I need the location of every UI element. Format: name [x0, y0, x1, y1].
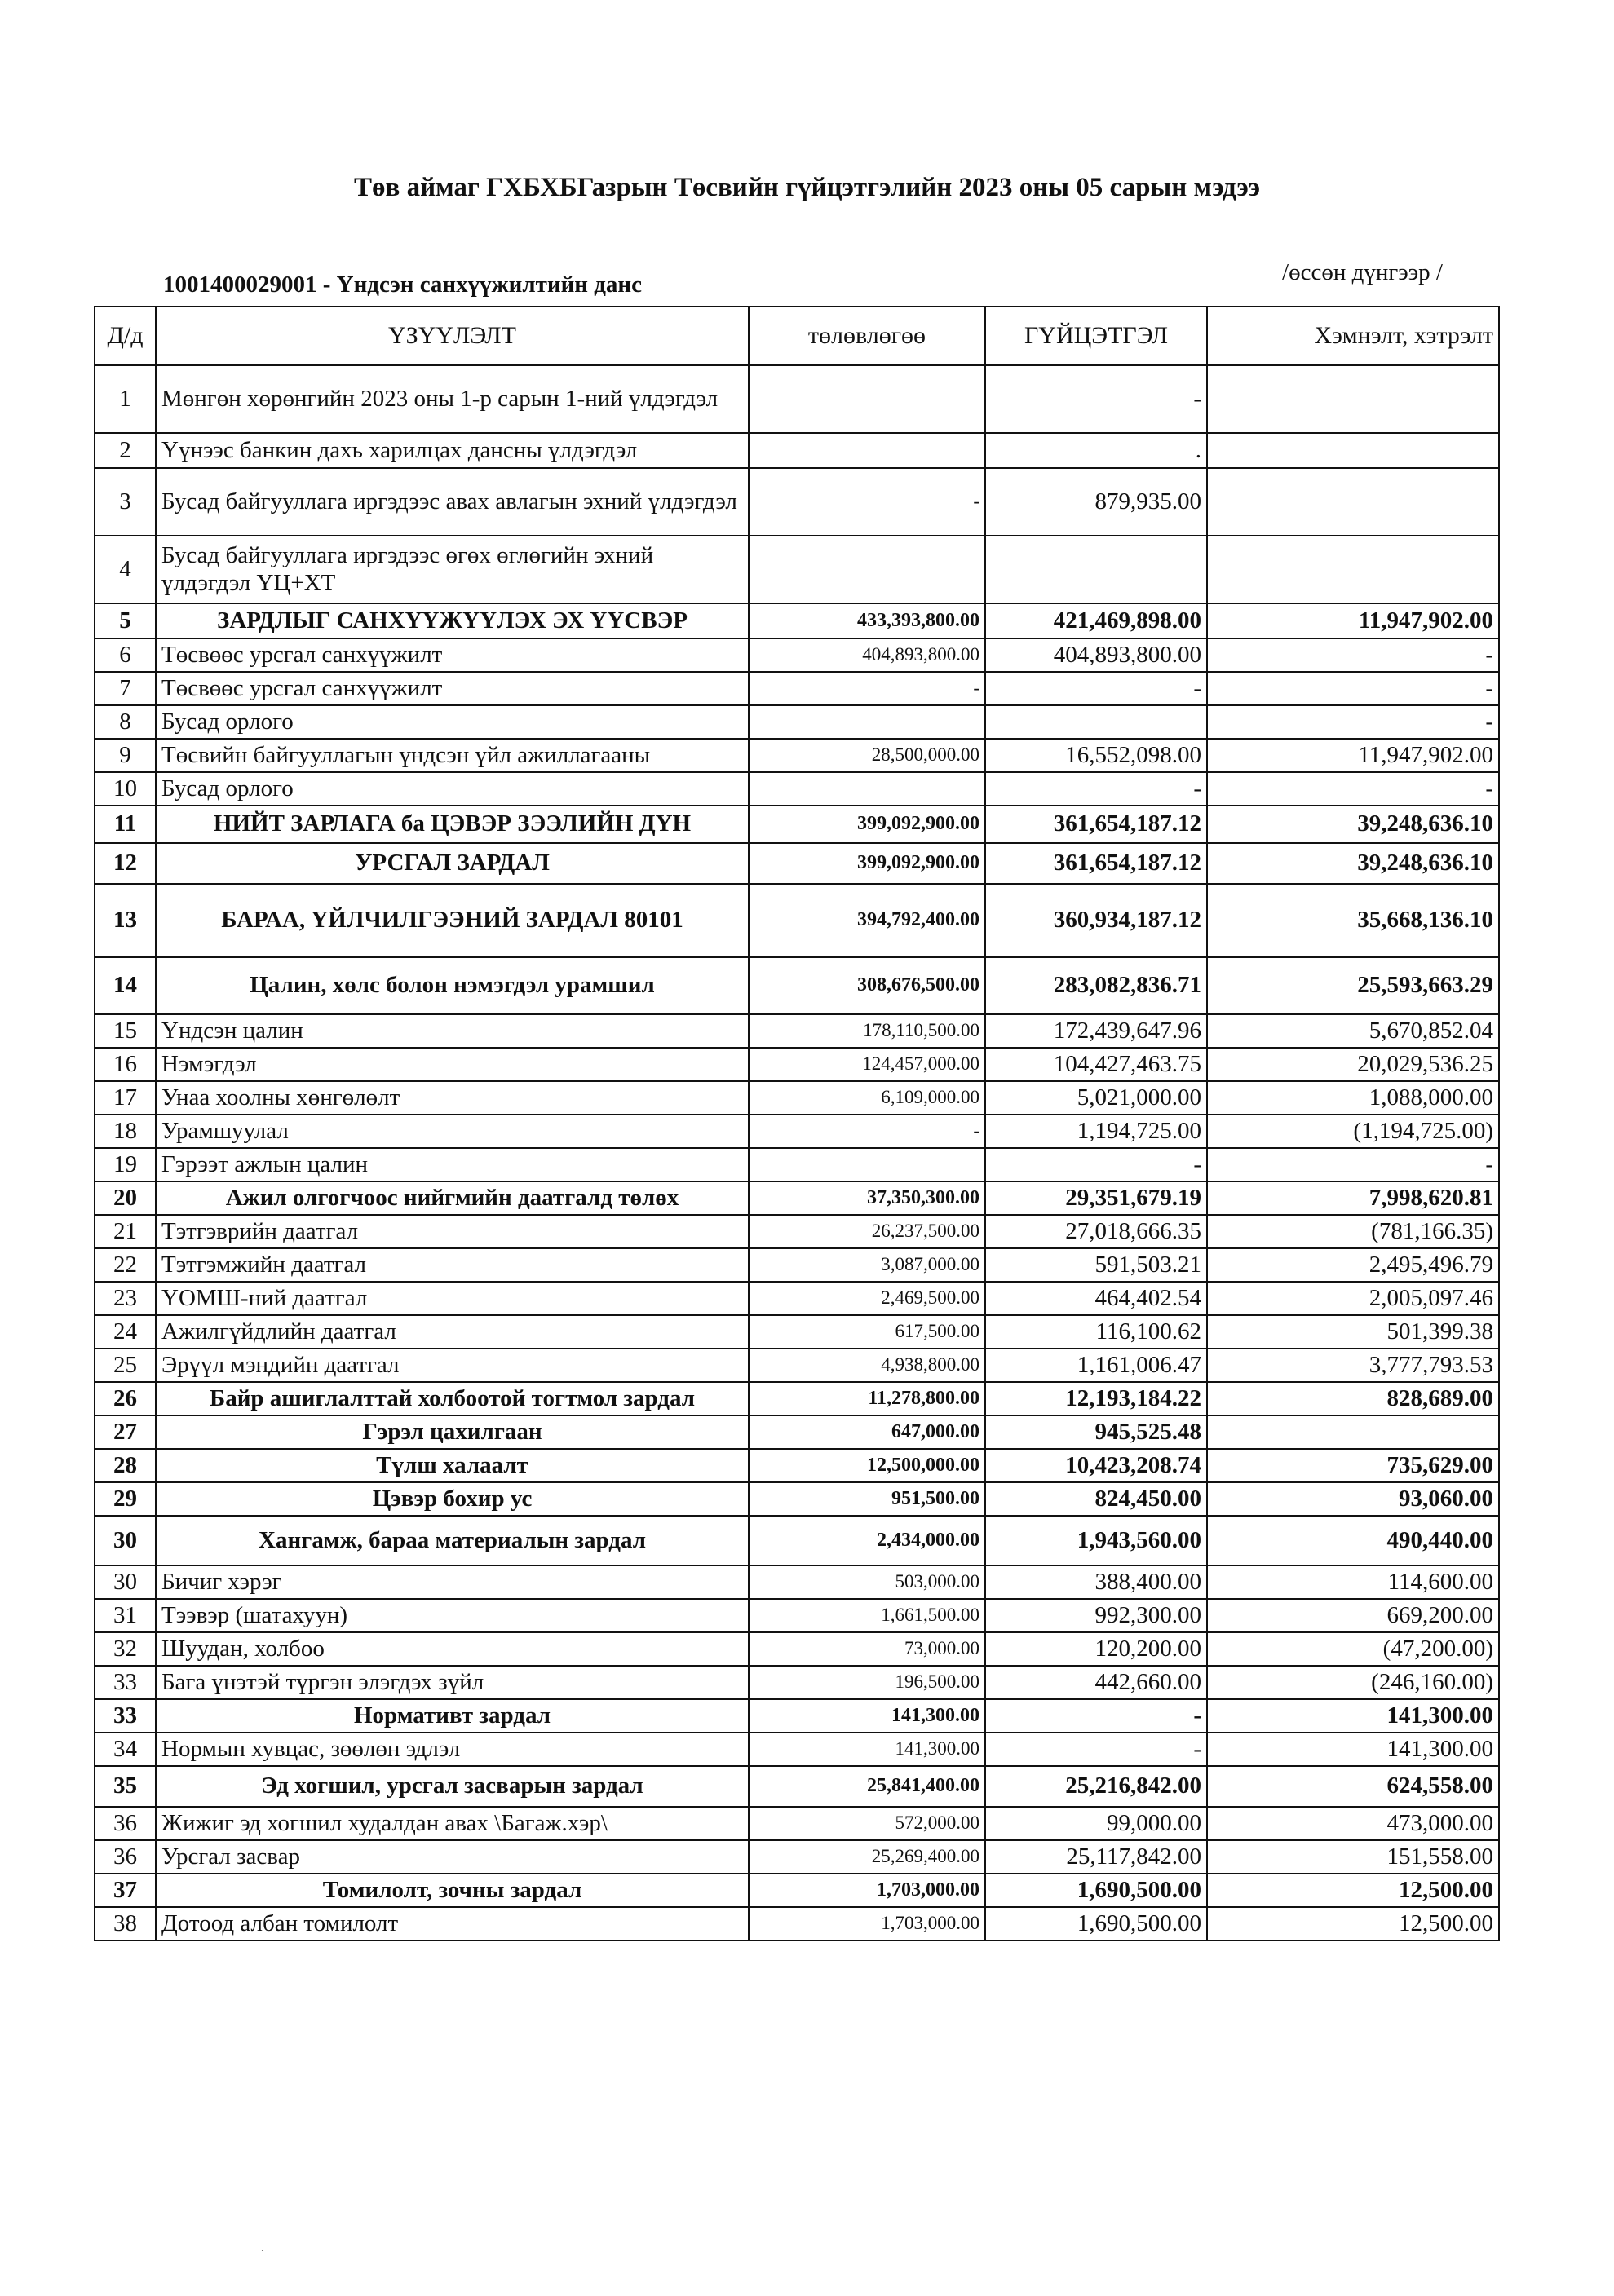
row-actual: 404,893,800.00 — [985, 638, 1207, 672]
row-plan: 26,237,500.00 — [749, 1215, 985, 1248]
row-number: 13 — [95, 884, 156, 957]
row-plan: 141,300.00 — [749, 1733, 985, 1766]
table-row — [95, 1599, 1499, 1632]
row-actual: 464,402.54 — [985, 1282, 1207, 1315]
row-description: БАРАА, ҮЙЛЧИЛГЭЭНИЙ ЗАРДАЛ 80101 — [156, 884, 749, 957]
page-title: Төв аймаг ГХБХБГазрын Төсвийн гүйцэтгэлийн 2023 оны 05 сарын мэдээ — [354, 173, 1260, 202]
row-plan: 11,278,800.00 — [749, 1382, 985, 1415]
row-number: 35 — [95, 1766, 156, 1807]
table-row — [95, 1565, 1499, 1599]
row-description: Шуудан, холбоо — [156, 1632, 749, 1666]
table-row — [95, 1699, 1499, 1733]
header-plan: төлөвлөгөө — [749, 307, 985, 365]
row-description: Дотоод албан томилолт — [156, 1907, 749, 1941]
row-variance: 473,000.00 — [1207, 1807, 1499, 1840]
row-description: Эд хогшил, урсгал засварын зардал — [156, 1766, 749, 1807]
row-description: ЗАРДЛЫГ САНХҮҮЖҮҮЛЭХ ЭХ ҮҮСВЭР — [156, 603, 749, 638]
row-number: 32 — [95, 1632, 156, 1666]
row-description: Жижиг эд хогшил худалдан авах \Багаж.хэр\ — [156, 1807, 749, 1840]
row-plan: 572,000.00 — [749, 1807, 985, 1840]
row-variance: 669,200.00 — [1207, 1599, 1499, 1632]
row-plan: 124,457,000.00 — [749, 1048, 985, 1081]
budget-report-table — [94, 306, 1500, 1941]
row-variance: 151,558.00 — [1207, 1840, 1499, 1874]
table-row — [95, 1415, 1499, 1449]
row-variance: 39,248,636.10 — [1207, 806, 1499, 843]
row-number: 27 — [95, 1415, 156, 1449]
row-variance: 12,500.00 — [1207, 1907, 1499, 1941]
table-row — [95, 433, 1499, 468]
row-description: Бусад байгууллага иргэдээс авах авлагын эхний үлдэгдэл — [156, 468, 749, 536]
row-variance: 11,947,902.00 — [1207, 603, 1499, 638]
table-row — [95, 1081, 1499, 1115]
table-row — [95, 806, 1499, 843]
row-number: 26 — [95, 1382, 156, 1415]
row-actual: 29,351,679.19 — [985, 1181, 1207, 1215]
table-row — [95, 1482, 1499, 1516]
row-actual: - — [985, 672, 1207, 705]
row-actual: 824,450.00 — [985, 1482, 1207, 1516]
row-plan: 1,703,000.00 — [749, 1907, 985, 1941]
row-number: 23 — [95, 1282, 156, 1315]
table-row — [95, 1382, 1499, 1415]
row-variance: 39,248,636.10 — [1207, 843, 1499, 884]
row-number: 30 — [95, 1516, 156, 1565]
row-actual: 10,423,208.74 — [985, 1449, 1207, 1482]
row-description: Түлш халаалт — [156, 1449, 749, 1482]
row-number: 5 — [95, 603, 156, 638]
row-actual: 1,690,500.00 — [985, 1874, 1207, 1907]
table-row — [95, 739, 1499, 772]
table-header-row — [95, 307, 1499, 365]
row-description: Мөнгөн хөрөнгийн 2023 оны 1-р сарын 1-ний үлдэгдэл — [156, 365, 749, 433]
row-plan: 404,893,800.00 — [749, 638, 985, 672]
table-row — [95, 705, 1499, 739]
header-actual: ГҮЙЦЭТГЭЛ — [985, 307, 1207, 365]
row-number: 24 — [95, 1315, 156, 1349]
row-actual: 116,100.62 — [985, 1315, 1207, 1349]
row-description: Бусад орлого — [156, 772, 749, 806]
row-plan: 6,109,000.00 — [749, 1081, 985, 1115]
table-row — [95, 1048, 1499, 1081]
row-description: Бичиг хэрэг — [156, 1565, 749, 1599]
row-actual: 1,161,006.47 — [985, 1349, 1207, 1382]
row-description: Бага үнэтэй түргэн элэгдэх зүйл — [156, 1666, 749, 1699]
row-number: 31 — [95, 1599, 156, 1632]
row-variance: 3,777,793.53 — [1207, 1349, 1499, 1382]
row-variance: 25,593,663.29 — [1207, 957, 1499, 1014]
table-row — [95, 1840, 1499, 1874]
row-actual: 361,654,187.12 — [985, 843, 1207, 884]
row-number: 18 — [95, 1115, 156, 1148]
row-description: Тээвэр (шатахуун) — [156, 1599, 749, 1632]
row-actual: 172,439,647.96 — [985, 1014, 1207, 1048]
row-plan: 394,792,400.00 — [749, 884, 985, 957]
row-description: Ажилгүйдлийн даатгал — [156, 1315, 749, 1349]
row-actual: 388,400.00 — [985, 1565, 1207, 1599]
row-variance: (1,194,725.00) — [1207, 1115, 1499, 1148]
row-plan — [749, 433, 985, 468]
table-row — [95, 1349, 1499, 1382]
row-plan: 196,500.00 — [749, 1666, 985, 1699]
table-row — [95, 957, 1499, 1014]
row-variance: 2,495,496.79 — [1207, 1248, 1499, 1282]
row-number: 33 — [95, 1666, 156, 1699]
row-plan: 28,500,000.00 — [749, 739, 985, 772]
row-actual — [985, 536, 1207, 603]
row-description: Хангамж, бараа материалын зардал — [156, 1516, 749, 1565]
row-actual — [985, 705, 1207, 739]
row-plan: 4,938,800.00 — [749, 1349, 985, 1382]
table-row — [95, 1282, 1499, 1315]
table-row — [95, 772, 1499, 806]
row-variance: 141,300.00 — [1207, 1733, 1499, 1766]
row-description: Бусад байгууллага иргэдээс өгөх өглөгийн эхний үлдэгдэл ҮЦ+ХТ — [156, 536, 749, 603]
row-variance — [1207, 365, 1499, 433]
row-number: 12 — [95, 843, 156, 884]
row-actual: 591,503.21 — [985, 1248, 1207, 1282]
row-plan — [749, 1148, 985, 1181]
table-row — [95, 365, 1499, 433]
row-number: 38 — [95, 1907, 156, 1941]
row-actual: 992,300.00 — [985, 1599, 1207, 1632]
row-description: Тэтгэмжийн даатгал — [156, 1248, 749, 1282]
row-variance: 624,558.00 — [1207, 1766, 1499, 1807]
row-number: 1 — [95, 365, 156, 433]
row-plan: 3,087,000.00 — [749, 1248, 985, 1282]
table-row — [95, 1874, 1499, 1907]
row-number: 30 — [95, 1565, 156, 1599]
row-variance: 7,998,620.81 — [1207, 1181, 1499, 1215]
row-actual: - — [985, 1699, 1207, 1733]
row-variance: 12,500.00 — [1207, 1874, 1499, 1907]
row-actual: - — [985, 1148, 1207, 1181]
row-plan — [749, 365, 985, 433]
row-plan: 951,500.00 — [749, 1482, 985, 1516]
row-variance: 828,689.00 — [1207, 1382, 1499, 1415]
row-actual: 104,427,463.75 — [985, 1048, 1207, 1081]
row-plan: 73,000.00 — [749, 1632, 985, 1666]
row-description: НИЙТ ЗАРЛАГА ба ЦЭВЭР ЗЭЭЛИЙН ДҮН — [156, 806, 749, 843]
row-description: Тэтгэврийн даатгал — [156, 1215, 749, 1248]
header-variance: Хэмнэлт, хэтрэлт — [1207, 307, 1499, 365]
table-row — [95, 1907, 1499, 1941]
table-row — [95, 468, 1499, 536]
row-number: 36 — [95, 1840, 156, 1874]
row-number: 10 — [95, 772, 156, 806]
row-plan: 141,300.00 — [749, 1699, 985, 1733]
row-actual: 879,935.00 — [985, 468, 1207, 536]
row-number: 14 — [95, 957, 156, 1014]
row-number: 2 — [95, 433, 156, 468]
row-plan: 25,841,400.00 — [749, 1766, 985, 1807]
row-description: Үүнээс банкин дахь харилцах дансны үлдэгдэл — [156, 433, 749, 468]
row-number: 33 — [95, 1699, 156, 1733]
row-actual: . — [985, 433, 1207, 468]
row-description: Гэрэл цахилгаан — [156, 1415, 749, 1449]
footer-mark: . — [261, 2242, 264, 2254]
row-variance: (246,160.00) — [1207, 1666, 1499, 1699]
row-actual: 360,934,187.12 — [985, 884, 1207, 957]
row-actual: 442,660.00 — [985, 1666, 1207, 1699]
row-variance — [1207, 433, 1499, 468]
row-variance: (47,200.00) — [1207, 1632, 1499, 1666]
row-actual: - — [985, 772, 1207, 806]
row-description: Гэрээт ажлын цалин — [156, 1148, 749, 1181]
balance-note: /өссөн дүнгээр / — [1282, 259, 1443, 285]
table-row — [95, 1449, 1499, 1482]
row-number: 36 — [95, 1807, 156, 1840]
table-row — [95, 843, 1499, 884]
row-description: ҮОМШ-ний даатгал — [156, 1282, 749, 1315]
row-variance: 114,600.00 — [1207, 1565, 1499, 1599]
table-row — [95, 1248, 1499, 1282]
row-variance — [1207, 468, 1499, 536]
table-row — [95, 536, 1499, 603]
row-description: Ажил олгогчоос нийгмийн даатгалд төлөх — [156, 1181, 749, 1215]
row-number: 11 — [95, 806, 156, 843]
table-row — [95, 1733, 1499, 1766]
row-number: 25 — [95, 1349, 156, 1382]
row-number: 16 — [95, 1048, 156, 1081]
row-actual: 27,018,666.35 — [985, 1215, 1207, 1248]
row-plan — [749, 705, 985, 739]
row-description: Үндсэн цалин — [156, 1014, 749, 1048]
row-variance — [1207, 1415, 1499, 1449]
row-variance: 5,670,852.04 — [1207, 1014, 1499, 1048]
row-variance: - — [1207, 772, 1499, 806]
table-row — [95, 1215, 1499, 1248]
row-plan: 399,092,900.00 — [749, 806, 985, 843]
row-plan: 647,000.00 — [749, 1415, 985, 1449]
row-description: Нормативт зардал — [156, 1699, 749, 1733]
row-actual: 361,654,187.12 — [985, 806, 1207, 843]
row-plan: - — [749, 672, 985, 705]
row-plan: 178,110,500.00 — [749, 1014, 985, 1048]
row-plan: - — [749, 468, 985, 536]
row-number: 3 — [95, 468, 156, 536]
table-row — [95, 1632, 1499, 1666]
row-plan: 37,350,300.00 — [749, 1181, 985, 1215]
row-actual: 5,021,000.00 — [985, 1081, 1207, 1115]
row-description: Төсвийн байгууллагын үндсэн үйл ажиллагааны — [156, 739, 749, 772]
row-variance: - — [1207, 1148, 1499, 1181]
row-description: Байр ашиглалттай холбоотой тогтмол зардал — [156, 1382, 749, 1415]
row-variance: 1,088,000.00 — [1207, 1081, 1499, 1115]
row-description: Нэмэгдэл — [156, 1048, 749, 1081]
row-description: Төсвөөс урсгал санхүүжилт — [156, 638, 749, 672]
table-row — [95, 1315, 1499, 1349]
row-description: Унаа хоолны хөнгөлөлт — [156, 1081, 749, 1115]
row-plan: 399,092,900.00 — [749, 843, 985, 884]
row-plan: 2,469,500.00 — [749, 1282, 985, 1315]
row-number: 34 — [95, 1733, 156, 1766]
row-number: 28 — [95, 1449, 156, 1482]
row-actual: 16,552,098.00 — [985, 739, 1207, 772]
header-description: ҮЗҮҮЛЭЛТ — [156, 307, 749, 365]
table-row — [95, 603, 1499, 638]
row-variance: 2,005,097.46 — [1207, 1282, 1499, 1315]
row-description: УРСГАЛ ЗАРДАЛ — [156, 843, 749, 884]
table-row — [95, 1014, 1499, 1048]
row-actual: 99,000.00 — [985, 1807, 1207, 1840]
table-row — [95, 1181, 1499, 1215]
table-row — [95, 1666, 1499, 1699]
row-actual: 945,525.48 — [985, 1415, 1207, 1449]
row-variance: 20,029,536.25 — [1207, 1048, 1499, 1081]
row-variance: 35,668,136.10 — [1207, 884, 1499, 957]
row-plan: 503,000.00 — [749, 1565, 985, 1599]
row-variance: - — [1207, 672, 1499, 705]
table-row — [95, 1516, 1499, 1565]
row-description: Нормын хувцас, зөөлөн эдлэл — [156, 1733, 749, 1766]
account-line: 1001400029001 - Үндсэн санхүүжилтийн данс — [163, 272, 643, 298]
row-number: 21 — [95, 1215, 156, 1248]
row-description: Урамшуулал — [156, 1115, 749, 1148]
row-variance — [1207, 536, 1499, 603]
row-number: 9 — [95, 739, 156, 772]
row-description: Томилолт, зочны зардал — [156, 1874, 749, 1907]
row-number: 20 — [95, 1181, 156, 1215]
row-number: 7 — [95, 672, 156, 705]
row-description: Цалин, хөлс болон нэмэгдэл урамшил — [156, 957, 749, 1014]
row-variance: 141,300.00 — [1207, 1699, 1499, 1733]
row-variance: 93,060.00 — [1207, 1482, 1499, 1516]
row-number: 29 — [95, 1482, 156, 1516]
row-plan: 2,434,000.00 — [749, 1516, 985, 1565]
row-actual: 12,193,184.22 — [985, 1382, 1207, 1415]
row-plan: 1,661,500.00 — [749, 1599, 985, 1632]
row-actual: - — [985, 1733, 1207, 1766]
table-row — [95, 884, 1499, 957]
row-description: Урсгал засвар — [156, 1840, 749, 1874]
row-plan: 308,676,500.00 — [749, 957, 985, 1014]
row-description: Эрүүл мэндийн даатгал — [156, 1349, 749, 1382]
row-actual: 1,943,560.00 — [985, 1516, 1207, 1565]
row-number: 8 — [95, 705, 156, 739]
row-plan: 433,393,800.00 — [749, 603, 985, 638]
row-description: Төсвөөс урсгал санхүүжилт — [156, 672, 749, 705]
row-actual: 421,469,898.00 — [985, 603, 1207, 638]
row-actual: 120,200.00 — [985, 1632, 1207, 1666]
row-plan — [749, 536, 985, 603]
row-plan: 1,703,000.00 — [749, 1874, 985, 1907]
table-row — [95, 1807, 1499, 1840]
table-row — [95, 1115, 1499, 1148]
row-variance: 490,440.00 — [1207, 1516, 1499, 1565]
row-number: 4 — [95, 536, 156, 603]
row-actual: 25,216,842.00 — [985, 1766, 1207, 1807]
table-row — [95, 672, 1499, 705]
row-number: 17 — [95, 1081, 156, 1115]
table-row — [95, 638, 1499, 672]
row-variance: (781,166.35) — [1207, 1215, 1499, 1248]
header-no: Д/д — [95, 307, 156, 365]
row-number: 19 — [95, 1148, 156, 1181]
row-actual: 283,082,836.71 — [985, 957, 1207, 1014]
row-variance: - — [1207, 705, 1499, 739]
row-plan: 12,500,000.00 — [749, 1449, 985, 1482]
table-body — [95, 365, 1499, 1941]
row-variance: 735,629.00 — [1207, 1449, 1499, 1482]
row-variance: - — [1207, 638, 1499, 672]
row-description: Цэвэр бохир ус — [156, 1482, 749, 1516]
row-number: 15 — [95, 1014, 156, 1048]
row-actual: 1,690,500.00 — [985, 1907, 1207, 1941]
row-plan: - — [749, 1115, 985, 1148]
row-number: 6 — [95, 638, 156, 672]
row-description: Бусад орлого — [156, 705, 749, 739]
row-plan: 25,269,400.00 — [749, 1840, 985, 1874]
row-variance: 11,947,902.00 — [1207, 739, 1499, 772]
table-row — [95, 1766, 1499, 1807]
row-variance: 501,399.38 — [1207, 1315, 1499, 1349]
row-number: 22 — [95, 1248, 156, 1282]
table-row — [95, 1148, 1499, 1181]
row-actual: 1,194,725.00 — [985, 1115, 1207, 1148]
row-actual: 25,117,842.00 — [985, 1840, 1207, 1874]
row-number: 37 — [95, 1874, 156, 1907]
row-plan: 617,500.00 — [749, 1315, 985, 1349]
row-actual: - — [985, 365, 1207, 433]
row-plan — [749, 772, 985, 806]
